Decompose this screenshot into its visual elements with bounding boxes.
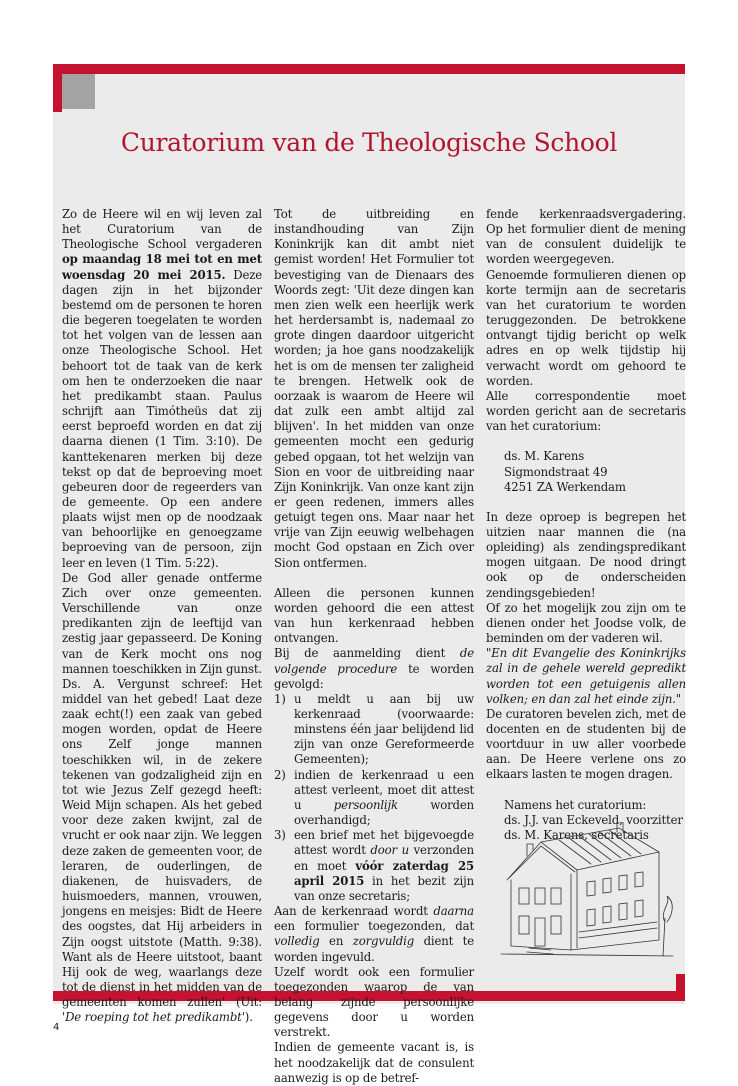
- list-text: indien de kerkenraad u een attest verleent, moet dit attest u: [294, 767, 474, 812]
- list-number: 1): [274, 691, 286, 706]
- list-text: u meldt u aan bij uw kerkenraad (voorwaarde: minstens één jaar belijdend lid zijn van onze Gereformeerde Gemeenten);: [294, 691, 474, 767]
- text: en: [319, 934, 353, 949]
- text: dient te worden ingevuld.: [274, 934, 474, 964]
- text: een formulier toegezonden, dat: [274, 919, 474, 934]
- paragraph: [274, 904, 474, 965]
- deadline-emphasis: vóór zaterdag 25 april 2015: [294, 858, 474, 888]
- quote-source: De roeping tot het predikambt: [65, 1010, 242, 1025]
- signature-line: ds. M. Karens, secretaris: [504, 827, 649, 842]
- spacer: [274, 571, 474, 586]
- paragraph: Alleen die personen kunnen worden gehoord die een attest van hun kerkenraad hebben ontvangen.: [274, 585, 474, 646]
- text-italic: volledig: [274, 934, 320, 949]
- top-accent-bar: [53, 64, 685, 74]
- list-text: verzonden en moet: [294, 843, 475, 873]
- paragraph: Indien de gemeente vacant is, is het noodzakelijk dat de consulent aanwezig is op de betref-: [274, 1040, 474, 1085]
- page-title: Curatorium van de Theologische School: [120, 128, 618, 157]
- right-accent-bar: [676, 974, 685, 1001]
- list-text: in het bezit zijn van onze secretaris;: [294, 873, 474, 903]
- text: De God aller genade ontferme Zich over onze gemeenten. Verschillende van onze predikanten zijn de leeftijd van zestig jaar gepasseerd. De Koning van de Kerk mocht ons nog mannen toeschikken in Zijn gunst. Ds. A. Vergunst schreef: Het middel van het gebed! Laat deze zaak echt(!) een zaak van gebed mogen worden, opdat de Heere ons Zelf jonge mannen toeschikken wil, in de zekere tekenen van godzaligheid zijn en tot wie Jezus Zelf gezegd heeft: Weid Mijn schapen. Als het gebed voor deze zaken kwijnt, zal de vrucht er ook naar zijn. We leggen deze zaken de gemeenten voor, de leraren, de ouderlingen, de diakenen, de huisvaders, de huismoeders, mannen, vrouwen, jongens en meisjes: Bidt de Heere des oogstes, dat Hij arbeiders in Zijn oogst uitstote (Matth. 9:38). Want als de Heere uitstoot, baant Hij ook de weg, waarlangs deze tot de dienst in het midden van de gemeenten komen zullen' (Uit: ': [62, 570, 262, 1025]
- corner-square: [62, 74, 95, 109]
- text: Aan de kerkenraad wordt: [274, 904, 434, 919]
- list-text: worden overhandigd;: [294, 797, 474, 828]
- school-building-sketch-icon: [499, 822, 675, 960]
- text-italic: daarna: [433, 904, 474, 919]
- text: Deze dagen zijn in het bijzonder bestemd om de personen te horen die begeren toegelaten te worden tot het volgen van de lessen aan onze Theologische School. Het behoort tot de taak van de kerk om hen te onderzoeken die naar het predikambt staan. Paulus schrijft aan Timótheüs dat zij eerst beproefd worden en dat zij daarna dienen (1 Tim. 3:10). De kanttekenaren merken bij deze tekst op dat de beproeving moet gebeuren door de regeerders van de gemeente. Op een andere plaats wijst men op de noodzaak van behoorlijke en genoegzame beproeving van de persoon, zijn leer en leven (1 Tim. 5:22).: [62, 267, 263, 570]
- paragraph: Of zo het mogelijk zou zijn om te dienen onder het Joodse volk, de beminden om der vaderen wil.: [486, 600, 686, 646]
- procedure-list: [274, 692, 474, 904]
- column-1: [62, 207, 262, 1025]
- list-item: [274, 692, 474, 768]
- list-number: 3): [274, 828, 286, 843]
- spacer: [486, 783, 686, 798]
- date-emphasis: op maandag 18 mei tot en met woensdag 20 mei 2015.: [62, 252, 262, 282]
- paragraph: Uzelf wordt ook een formulier toegezonden waarop de van belang zijnde persoonlijke gegevens door u worden verstrekt.: [274, 964, 474, 1040]
- page-number: 4: [53, 1022, 60, 1033]
- spacer: [486, 434, 686, 449]
- paragraph: [62, 207, 262, 571]
- paragraph: Tot de uitbreiding en instandhouding van Zijn Koninkrijk kan dit ambt niet gemist worden! Het Formulier tot bevestiging van de Dienaars des Woords zegt: 'Uit deze dingen kan men zien welk een heerlijk werk het herdersambt is, nademaal zo grote dingen daardoor uitgericht worden; ja hoe gans noodzakelijk het is om de mensen ter zaligheid te brengen. Hetwelk ook de oorzaak is waarom de Heere wil dat zulk een ambt altijd zal blijven'. In het midden van onze gemeenten mocht een gedurig gebed opgaan, tot het welzijn van Sion en voor de uitbreiding naar Zijn Koninkrijk. Van onze kant zijn er geen redenen, immers alles getuigt tegen ons. Maar naar het vrije van Zijn eeuwig welbehagen mocht God opstaan en Zich over Sion ontfermen.: [274, 207, 474, 570]
- secretary-address: [486, 449, 686, 494]
- left-accent-bar: [53, 64, 62, 112]
- address-line: 4251 ZA Werkendam: [504, 479, 626, 494]
- signature-line: Namens het curatorium:: [504, 797, 647, 812]
- paragraph: De curatoren bevelen zich, met de docenten en de studenten bij de voortduur in uw aller voorbede aan. De Heere verlene ons zo elkaars lasten te mogen dragen.: [486, 706, 686, 782]
- list-number: 2): [274, 767, 286, 782]
- list-text: een brief met het bijgevoegde attest wordt: [294, 828, 474, 858]
- address-line: Sigmondstraat 49: [504, 464, 608, 479]
- text: te worden gevolgd:: [274, 661, 474, 691]
- signature-line: ds. J.J. van Eckeveld, voorzitter: [504, 812, 683, 827]
- scripture-quote: [486, 646, 686, 707]
- text-italic: door u: [370, 843, 409, 858]
- list-item: [274, 828, 474, 904]
- column-2: [274, 207, 474, 1086]
- list-item: [274, 768, 474, 829]
- quote-text: "En dit Evangelie des Koninkrijks zal in de gehele wereld gepredikt worden tot een getuigenis allen volken; en dan zal het einde zijn.": [486, 646, 686, 706]
- paragraph: fende kerkenraadsvergadering. Op het formulier dient de mening van de consulent duidelijk te worden weergegeven.: [486, 207, 686, 267]
- paragraph: Genoemde formulieren dienen op korte termijn aan de secretaris van het curatorium te worden teruggezonden. De betrokkene ontvangt tijdig bericht op welk adres en op welk tijdstip hij verwacht wordt om gehoord te worden.: [486, 267, 686, 388]
- paragraph: In deze oproep is begrepen het uitzien naar mannen die (na opleiding) als zendingspredikant mogen uitgaan. De nood dringt ook op de onderscheiden zendingsgebieden!: [486, 509, 686, 600]
- paragraph: [62, 571, 262, 1026]
- address-line: ds. M. Karens: [504, 449, 585, 464]
- text-italic: de volgende procedure: [274, 646, 474, 676]
- text: ').: [241, 1010, 253, 1025]
- column-3: [486, 207, 686, 843]
- text: Bij de aanmelding dient: [274, 646, 460, 661]
- paragraph: [274, 646, 474, 691]
- text: Zo de Heere wil en wij leven zal het Curatorium van de Theologische School vergaderen: [62, 207, 262, 252]
- text-italic: zorgvuldig: [352, 934, 415, 949]
- paragraph: Alle correspondentie moet worden gericht aan de secretaris van het curatorium:: [486, 388, 686, 434]
- spacer: [486, 495, 686, 510]
- text-italic: persoonlijk: [333, 797, 398, 812]
